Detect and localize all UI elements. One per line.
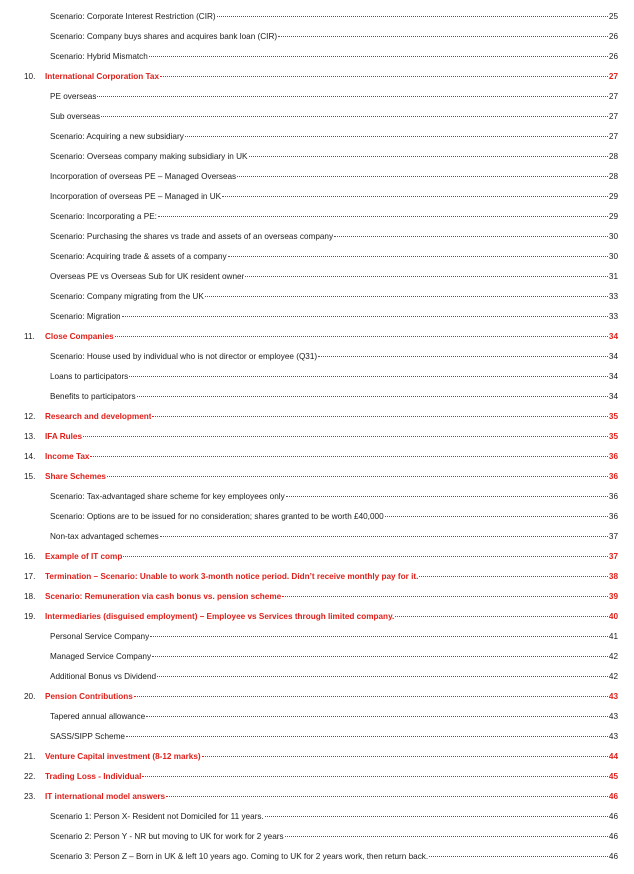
toc-entry-line xyxy=(50,527,618,547)
toc-entry-page-number[interactable]: 31 xyxy=(608,272,618,281)
toc-subsection-entry[interactable] xyxy=(0,667,634,687)
toc-dot-leader xyxy=(129,376,608,377)
toc-entry-title[interactable]: Incorporation of overseas PE – Managed Overseas xyxy=(50,172,237,181)
toc-entry-line xyxy=(50,147,618,167)
toc-entry-line xyxy=(50,27,618,47)
toc-dot-leader xyxy=(237,176,608,177)
toc-section-entry[interactable] xyxy=(0,427,634,447)
toc-entry-page-number[interactable]: 46 xyxy=(608,792,618,801)
toc-entry-title[interactable]: Scenario: Company buys shares and acquires bank loan (CIR) xyxy=(50,32,278,41)
toc-entry-page-number[interactable]: 39 xyxy=(608,592,618,601)
toc-section-entry[interactable] xyxy=(0,767,634,787)
toc-dot-leader xyxy=(334,236,608,237)
toc-entry-line xyxy=(50,647,618,667)
toc-dot-leader xyxy=(142,776,607,777)
toc-entry-page-number[interactable]: 42 xyxy=(608,652,618,661)
toc-dot-leader xyxy=(149,56,608,57)
toc-entry-line xyxy=(50,167,618,187)
toc-subsection-entry[interactable] xyxy=(0,347,634,367)
toc-subsection-entry[interactable] xyxy=(0,507,634,527)
toc-entry-line xyxy=(45,607,618,627)
toc-subsection-entry[interactable] xyxy=(0,87,634,107)
toc-entry-page-number[interactable]: 25 xyxy=(608,12,618,21)
toc-subsection-entry[interactable] xyxy=(0,627,634,647)
toc-entry-page-number[interactable]: 36 xyxy=(608,512,618,521)
toc-section-entry[interactable] xyxy=(0,547,634,567)
toc-entry-title[interactable]: Research and development xyxy=(45,412,152,421)
toc-entry-page-number[interactable]: 44 xyxy=(608,752,618,761)
toc-entry-title[interactable]: Pension Contributions xyxy=(45,692,133,701)
toc-entry-page-number[interactable]: 35 xyxy=(608,412,618,421)
toc-entry-line xyxy=(50,267,618,287)
toc-entry-page-number[interactable]: 30 xyxy=(608,252,618,261)
toc-entry-number: 12. xyxy=(24,412,36,421)
toc-section-entry[interactable] xyxy=(0,787,634,807)
toc-entry-line xyxy=(50,307,618,327)
toc-entry-page-number[interactable]: 45 xyxy=(608,772,618,781)
toc-entry-number: 19. xyxy=(24,612,36,621)
toc-subsection-entry[interactable] xyxy=(0,147,634,167)
toc-subsection-entry[interactable] xyxy=(0,387,634,407)
toc-entry-line xyxy=(50,127,618,147)
toc-entry-line xyxy=(45,407,618,427)
toc-entry-line xyxy=(45,327,618,347)
toc-entry-page-number[interactable]: 28 xyxy=(608,172,618,181)
toc-entry-page-number[interactable]: 27 xyxy=(608,112,618,121)
toc-entry-line xyxy=(50,827,618,847)
toc-entry-page-number[interactable]: 27 xyxy=(608,132,618,141)
toc-dot-leader xyxy=(385,516,608,517)
toc-entry-title[interactable]: Venture Capital investment (8-12 marks) xyxy=(45,752,201,761)
toc-dot-leader xyxy=(146,716,608,717)
toc-entry-line xyxy=(50,187,618,207)
toc-entry-line xyxy=(50,87,618,107)
toc-entry-title[interactable]: IT international model answers xyxy=(45,792,166,801)
toc-entry-title[interactable]: Scenario: Incorporating a PE: xyxy=(50,212,157,221)
toc-entry-line xyxy=(50,207,618,227)
toc-dot-leader xyxy=(115,336,608,337)
toc-dot-leader xyxy=(107,476,608,477)
toc-subsection-entry[interactable] xyxy=(0,27,634,47)
toc-section-entry[interactable] xyxy=(0,327,634,347)
toc-entry-title[interactable]: Scenario 2: Person Y - NR but moving to UK for work for 2 years xyxy=(50,832,284,841)
toc-entry-number: 18. xyxy=(24,592,36,601)
toc-subsection-entry[interactable] xyxy=(0,307,634,327)
toc-entry-page-number[interactable]: 29 xyxy=(608,212,618,221)
toc-entry-line xyxy=(50,847,618,867)
toc-entry-page-number[interactable]: 41 xyxy=(608,632,618,641)
toc-entry-page-number[interactable]: 40 xyxy=(608,612,618,621)
toc-dot-leader xyxy=(278,36,608,37)
toc-section-entry[interactable] xyxy=(0,567,634,587)
toc-entry-number: 17. xyxy=(24,572,36,581)
toc-entry-line xyxy=(45,447,618,467)
toc-subsection-entry[interactable] xyxy=(0,807,634,827)
toc-entry-page-number[interactable]: 38 xyxy=(608,572,618,581)
toc-dot-leader xyxy=(249,156,608,157)
toc-entry-line xyxy=(45,567,618,587)
toc-entry-line xyxy=(50,507,618,527)
toc-subsection-entry[interactable] xyxy=(0,727,634,747)
toc-dot-leader xyxy=(122,316,608,317)
toc-entry-title[interactable]: Trading Loss - Individual xyxy=(45,772,142,781)
toc-entry-line xyxy=(45,67,618,87)
toc-dot-leader xyxy=(282,596,608,597)
toc-entry-number: 11. xyxy=(24,332,35,341)
toc-entry-title[interactable]: Scenario: Acquiring a new subsidiary xyxy=(50,132,184,141)
toc-entry-title[interactable]: Scenario: Company migrating from the UK xyxy=(50,292,204,301)
toc-entry-line xyxy=(45,547,618,567)
toc-entry-title[interactable]: Scenario: Purchasing the shares vs trade and assets of an overseas company xyxy=(50,232,334,241)
toc-entry-page-number[interactable]: 35 xyxy=(608,432,618,441)
toc-subsection-entry[interactable] xyxy=(0,187,634,207)
toc-entry-title[interactable]: IFA Rules xyxy=(45,432,83,441)
toc-entry-line xyxy=(45,467,618,487)
toc-entry-page-number[interactable]: 46 xyxy=(608,832,618,841)
toc-dot-leader xyxy=(205,296,608,297)
toc-dot-leader xyxy=(137,396,608,397)
toc-entry-line xyxy=(50,227,618,247)
toc-entry-number: 23. xyxy=(24,792,36,801)
toc-dot-leader xyxy=(83,436,608,437)
toc-dot-leader xyxy=(202,756,608,757)
toc-section-entry[interactable] xyxy=(0,747,634,767)
toc-entry-page-number[interactable]: 27 xyxy=(608,92,618,101)
toc-entry-line xyxy=(50,7,618,27)
toc-entry-title[interactable]: PE overseas xyxy=(50,92,97,101)
toc-entry-page-number[interactable]: 34 xyxy=(608,352,618,361)
toc-entry-page-number[interactable]: 37 xyxy=(608,552,618,561)
table-of-contents xyxy=(0,7,634,867)
toc-entry-line xyxy=(45,587,618,607)
toc-entry-title[interactable]: Additional Bonus vs Dividend xyxy=(50,672,157,681)
toc-entry-title[interactable]: Scenario: Overseas company making subsidiary in UK xyxy=(50,152,248,161)
toc-entry-title[interactable]: Example of IT comp xyxy=(45,552,123,561)
toc-dot-leader xyxy=(217,16,608,17)
toc-subsection-entry[interactable] xyxy=(0,7,634,27)
toc-entry-number: 20. xyxy=(24,692,36,701)
toc-subsection-entry[interactable] xyxy=(0,107,634,127)
toc-dot-leader xyxy=(419,576,608,577)
toc-entry-title[interactable]: Non-tax advantaged schemes xyxy=(50,532,159,541)
toc-dot-leader xyxy=(228,256,608,257)
toc-dot-leader xyxy=(152,656,608,657)
toc-entry-title[interactable]: Overseas PE vs Overseas Sub for UK resident owner xyxy=(50,272,245,281)
toc-entry-title[interactable]: Intermediaries (disguised employment) – Employee vs Services through limited company. xyxy=(45,612,395,621)
toc-entry-title[interactable]: Personal Service Company xyxy=(50,632,150,641)
toc-entry-title[interactable]: Incorporation of overseas PE – Managed in UK xyxy=(50,192,222,201)
toc-entry-title[interactable]: Managed Service Company xyxy=(50,652,152,661)
toc-entry-line xyxy=(50,287,618,307)
toc-entry-line xyxy=(50,667,618,687)
toc-subsection-entry[interactable] xyxy=(0,527,634,547)
toc-entry-title[interactable]: International Corporation Tax xyxy=(45,72,160,81)
toc-subsection-entry[interactable] xyxy=(0,127,634,147)
toc-dot-leader xyxy=(150,636,608,637)
toc-entry-title[interactable]: Sub overseas xyxy=(50,112,101,121)
toc-dot-leader xyxy=(160,76,608,77)
toc-dot-leader xyxy=(318,356,608,357)
toc-entry-page-number[interactable]: 36 xyxy=(608,472,618,481)
toc-entry-title[interactable]: Termination – Scenario: Unable to work 3-month notice period. Didn’t receive monthly pay for it. xyxy=(45,572,419,581)
toc-entry-title[interactable]: Scenario: Acquiring trade & assets of a company xyxy=(50,252,227,261)
toc-entry-number: 14. xyxy=(24,452,36,461)
toc-entry-number: 16. xyxy=(24,552,36,561)
toc-dot-leader xyxy=(395,616,608,617)
toc-entry-line xyxy=(50,47,618,67)
toc-entry-number: 10. xyxy=(24,72,36,81)
toc-entry-line xyxy=(50,487,618,507)
toc-entry-title[interactable]: Loans to participators xyxy=(50,372,129,381)
toc-entry-title[interactable]: Income Tax xyxy=(45,452,90,461)
toc-entry-page-number[interactable]: 34 xyxy=(608,392,618,401)
toc-subsection-entry[interactable] xyxy=(0,207,634,227)
toc-entry-page-number[interactable]: 29 xyxy=(608,192,618,201)
toc-dot-leader xyxy=(90,456,607,457)
toc-dot-leader xyxy=(429,856,608,857)
toc-entry-title[interactable]: Scenario: Remuneration via cash bonus vs. pension scheme xyxy=(45,592,282,601)
toc-entry-page-number[interactable]: 43 xyxy=(608,712,618,721)
toc-entry-title[interactable]: Tapered annual allowance xyxy=(50,712,146,721)
toc-dot-leader xyxy=(222,196,608,197)
toc-entry-page-number[interactable]: 33 xyxy=(608,292,618,301)
toc-entry-line xyxy=(50,367,618,387)
toc-entry-page-number[interactable]: 26 xyxy=(608,52,618,61)
toc-entry-title[interactable]: Scenario: Migration xyxy=(50,312,121,321)
toc-subsection-entry[interactable] xyxy=(0,647,634,667)
toc-section-entry[interactable] xyxy=(0,67,634,87)
toc-entry-line xyxy=(45,747,618,767)
toc-entry-title[interactable]: Benefits to participators xyxy=(50,392,136,401)
toc-entry-page-number[interactable]: 43 xyxy=(608,692,618,701)
toc-entry-line xyxy=(45,427,618,447)
toc-entry-title[interactable]: Scenario 3: Person Z – Born in UK & left 10 years ago. Coming to UK for 2 years work, then return back. xyxy=(50,852,429,861)
toc-entry-title[interactable]: Scenario: Hybrid Mismatch xyxy=(50,52,148,61)
toc-dot-leader xyxy=(285,836,608,837)
toc-subsection-entry[interactable] xyxy=(0,827,634,847)
toc-dot-leader xyxy=(160,536,608,537)
toc-entry-line xyxy=(50,727,618,747)
toc-entry-page-number[interactable]: 33 xyxy=(608,312,618,321)
toc-dot-leader xyxy=(152,416,607,417)
toc-entry-number: 21. xyxy=(24,752,36,761)
toc-subsection-entry[interactable] xyxy=(0,267,634,287)
toc-subsection-entry[interactable] xyxy=(0,247,634,267)
toc-entry-line xyxy=(45,787,618,807)
toc-section-entry[interactable] xyxy=(0,687,634,707)
toc-entry-page-number[interactable]: 46 xyxy=(608,852,618,861)
toc-entry-page-number[interactable]: 43 xyxy=(608,732,618,741)
toc-entry-line xyxy=(45,687,618,707)
toc-dot-leader xyxy=(97,96,607,97)
toc-dot-leader xyxy=(134,696,608,697)
toc-entry-line xyxy=(50,347,618,367)
toc-entry-page-number[interactable]: 34 xyxy=(608,372,618,381)
toc-entry-title[interactable]: Share Schemes xyxy=(45,472,106,481)
toc-entry-line xyxy=(50,107,618,127)
toc-entry-line xyxy=(45,767,618,787)
toc-subsection-entry[interactable] xyxy=(0,287,634,307)
toc-entry-line xyxy=(50,627,618,647)
toc-entry-page-number[interactable]: 36 xyxy=(608,452,618,461)
toc-entry-number: 15. xyxy=(24,472,36,481)
toc-entry-page-number[interactable]: 28 xyxy=(608,152,618,161)
toc-dot-leader xyxy=(166,796,608,797)
toc-entry-line xyxy=(50,387,618,407)
toc-entry-title[interactable]: Scenario: House used by individual who is not director or employee (Q31) xyxy=(50,352,318,361)
toc-entry-number: 13. xyxy=(24,432,36,441)
toc-entry-page-number[interactable]: 46 xyxy=(608,812,618,821)
toc-entry-page-number[interactable]: 30 xyxy=(608,232,618,241)
toc-entry-title[interactable]: Scenario 1: Person X- Resident not Domiciled for 11 years. xyxy=(50,812,264,821)
toc-section-entry[interactable] xyxy=(0,467,634,487)
toc-entry-page-number[interactable]: 36 xyxy=(608,492,618,501)
toc-entry-line xyxy=(50,807,618,827)
toc-dot-leader xyxy=(245,276,608,277)
toc-entry-title[interactable]: Scenario: Tax-advantaged share scheme for key employees only xyxy=(50,492,285,501)
toc-dot-leader xyxy=(101,116,608,117)
toc-entry-page-number[interactable]: 37 xyxy=(608,532,618,541)
toc-subsection-entry[interactable] xyxy=(0,487,634,507)
toc-dot-leader xyxy=(126,736,608,737)
toc-subsection-entry[interactable] xyxy=(0,167,634,187)
toc-section-entry[interactable] xyxy=(0,407,634,427)
toc-dot-leader xyxy=(185,136,608,137)
toc-dot-leader xyxy=(286,496,608,497)
toc-entry-line xyxy=(50,707,618,727)
toc-subsection-entry[interactable] xyxy=(0,707,634,727)
toc-entry-page-number[interactable]: 34 xyxy=(608,332,618,341)
toc-entry-page-number[interactable]: 26 xyxy=(608,32,618,41)
toc-dot-leader xyxy=(158,216,608,217)
toc-section-entry[interactable] xyxy=(0,447,634,467)
toc-subsection-entry[interactable] xyxy=(0,367,634,387)
toc-subsection-entry[interactable] xyxy=(0,47,634,67)
toc-section-entry[interactable] xyxy=(0,587,634,607)
toc-dot-leader xyxy=(157,676,608,677)
toc-entry-page-number[interactable]: 27 xyxy=(608,72,618,81)
toc-section-entry[interactable] xyxy=(0,607,634,627)
toc-subsection-entry[interactable] xyxy=(0,227,634,247)
toc-entry-title[interactable]: Scenario: Corporate Interest Restriction (CIR) xyxy=(50,12,216,21)
toc-entry-line xyxy=(50,247,618,267)
toc-subsection-entry[interactable] xyxy=(0,847,634,867)
toc-dot-leader xyxy=(265,816,608,817)
toc-entry-title[interactable]: SASS/SIPP Scheme xyxy=(50,732,125,741)
toc-entry-title[interactable]: Scenario: Options are to be issued for no consideration; shares granted to be worth £40,000 xyxy=(50,512,384,521)
toc-dot-leader xyxy=(123,556,608,557)
toc-entry-page-number[interactable]: 42 xyxy=(608,672,618,681)
toc-entry-title[interactable]: Close Companies xyxy=(45,332,114,341)
toc-entry-number: 22. xyxy=(24,772,36,781)
